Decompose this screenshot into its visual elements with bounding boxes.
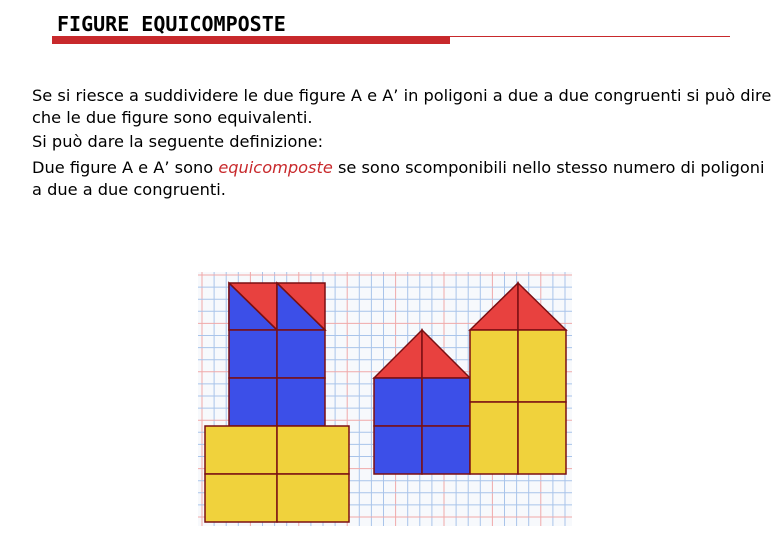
house-b-blue-square <box>422 378 470 426</box>
house-c-yellow-rect <box>518 330 566 402</box>
figure-a-yellow-rect <box>277 426 349 474</box>
definition-lead: Si può dare la seguente definizione: <box>32 132 324 151</box>
title-underline-thin <box>450 36 730 37</box>
house-b-blue-square <box>422 426 470 474</box>
house-c-yellow-rect <box>518 402 566 474</box>
figure-a-yellow-rect <box>277 474 349 522</box>
definition-paragraph <box>32 157 774 201</box>
house-c-yellow-rect <box>470 402 518 474</box>
house-b-blue-square <box>374 426 422 474</box>
figure-a-yellow-rect <box>205 426 277 474</box>
intro-paragraph: Se si riesce a suddividere le due figure A e A’ in poligoni a due a due congruenti si può dire che le due figure sono equivalenti. <box>32 86 772 127</box>
equicomposed-figures-illustration <box>198 272 572 526</box>
definition-text-start: Due figure A e A’ sono <box>32 158 219 177</box>
figure-a-blue-square <box>277 330 325 378</box>
figure-a-blue-square <box>229 378 277 426</box>
figure-a-blue-square <box>277 378 325 426</box>
title-underline-thick <box>52 36 450 44</box>
figure-a-yellow-rect <box>205 474 277 522</box>
house-c-yellow-rect <box>470 330 518 402</box>
definition-text-end: se sono scomponibili nello stesso numero di poligoni a due a due congruenti. <box>32 158 765 199</box>
slide-title: FIGURE EQUICOMPOSTE <box>57 12 286 36</box>
highlighted-term: equicomposte <box>218 158 333 177</box>
house-b-blue-square <box>374 378 422 426</box>
figure-a-blue-square <box>229 330 277 378</box>
